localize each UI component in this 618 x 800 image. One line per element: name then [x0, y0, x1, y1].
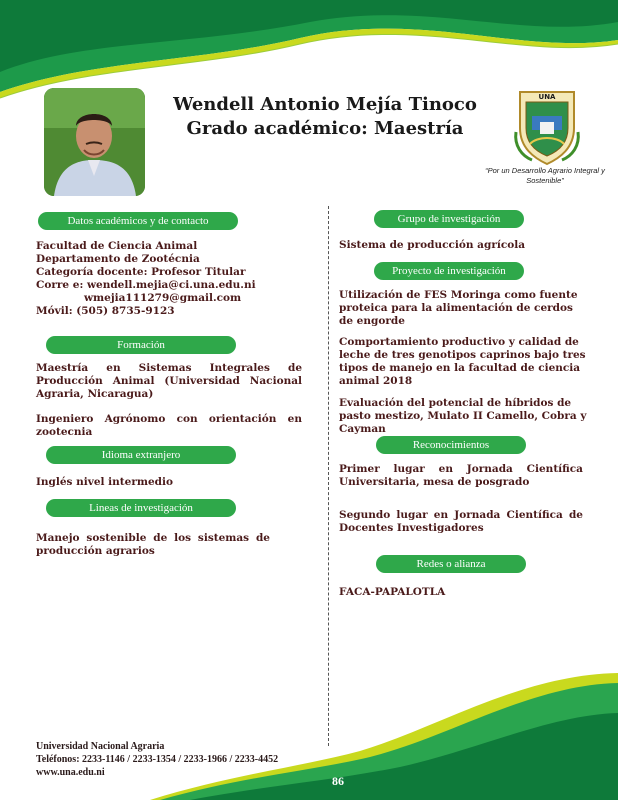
award-item-1: Primer lugar en Jornada Científica Universitaria, mesa de posgrado — [339, 463, 583, 488]
heading-networks: Redes o alianza — [376, 555, 526, 573]
contact-email: Corre e: wendell.mejia@ci.una.edu.ni — [36, 279, 256, 291]
svg-text:UNA: UNA — [538, 93, 556, 101]
heading-research-lines: Lineas de investigación — [46, 499, 236, 517]
award-item-2: Segundo lugar en Jornada Científica de Docentes Investigadores — [339, 509, 583, 534]
heading-formation: Formación — [46, 336, 236, 354]
contact-department: Departamento de Zootécnia — [36, 253, 200, 265]
research-group-text: Sistema de producción agrícola — [339, 239, 526, 251]
footer-website[interactable]: www.una.edu.ni — [36, 767, 105, 778]
heading-awards: Reconocimientos — [376, 436, 526, 454]
page-number: 86 — [332, 774, 344, 788]
person-degree: Grado académico: Maestría — [186, 118, 464, 139]
footer-contact — [36, 740, 278, 779]
university-seal-logo — [512, 86, 582, 166]
project-item-3: Evaluación del potencial de híbridos de pasto mestizo, Mulato II Camello, Cobra y Cayman — [339, 397, 587, 435]
heading-research-group: Grupo de investigación — [374, 210, 524, 228]
person-header — [160, 93, 490, 141]
footer-university: Universidad Nacional Agraria — [36, 741, 165, 752]
contact-email-alt: wmejia111279@gmail.com — [84, 292, 242, 304]
project-item-2: Comportamiento productivo y calidad de leche de tres genotipos caprinos bajo tres tipos de manejo en la facultad de ciencia animal 2018 — [339, 336, 586, 387]
contact-block — [36, 240, 306, 318]
heading-contact: Datos académicos y de contacto — [38, 212, 238, 230]
footer-phones: Teléfonos: 2233-1146 / 2233-1354 / 2233-1966 / 2233-4452 — [36, 754, 279, 765]
project-item-1: Utilización de FES Moringa como fuente proteica para la alimentación de cerdos de engorde — [339, 289, 578, 327]
contact-faculty: Facultad de Ciencia Animal — [36, 240, 198, 252]
research-lines-text: Manejo sostenible de los sistemas de producción agrarios — [36, 532, 270, 557]
networks-text: FACA-PAPALOTLA — [339, 586, 446, 598]
formation-item-1: Maestría en Sistemas Integrales de Producción Animal (Universidad Nacional Agraria, Nicaragua) — [36, 362, 302, 400]
profile-photo — [44, 88, 145, 196]
heading-language: Idioma extranjero — [46, 446, 236, 464]
heading-research-project: Proyecto de investigación — [374, 262, 524, 280]
institution-motto: “Por un Desarrollo Agrario Integral y Sostenible” — [485, 166, 605, 185]
contact-mobile: Móvil: (505) 8735-9123 — [36, 305, 175, 317]
formation-item-2: Ingeniero Agrónomo con orientación en zootecnia — [36, 413, 302, 438]
contact-category: Categoría docente: Profesor Titular — [36, 266, 246, 278]
person-name: Wendell Antonio Mejía Tinoco — [173, 94, 477, 115]
language-text: Inglés nivel intermedio — [36, 476, 173, 488]
